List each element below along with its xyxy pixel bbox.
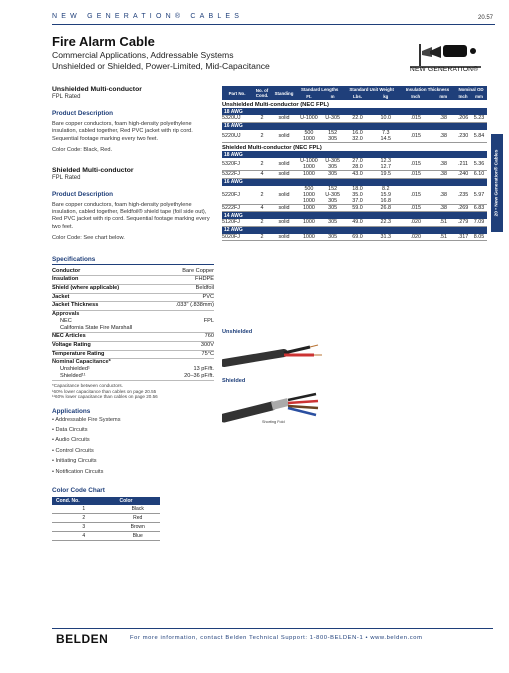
color-code-table bbox=[52, 497, 160, 541]
table-cell: .240 bbox=[455, 171, 471, 178]
table-cell: .317 bbox=[455, 234, 471, 241]
unit-header: mm bbox=[432, 93, 456, 100]
unit-header: Inch bbox=[400, 93, 432, 100]
footnote: ¹¹60% lower capacitance than cables on page 20.56 bbox=[52, 394, 158, 400]
table-cell: 152 305 bbox=[322, 130, 343, 143]
table-row bbox=[222, 171, 487, 178]
spec-row: Shield (where applicable) Beldfoil bbox=[52, 285, 214, 294]
table-cell: solid bbox=[272, 205, 296, 212]
table-cell: 8.05 bbox=[471, 234, 487, 241]
unshielded-description-label: Product Description bbox=[52, 110, 114, 117]
side-tab-label: 20 • New Generation® Cables bbox=[494, 149, 500, 217]
table-row bbox=[222, 115, 487, 122]
unshielded-rating: FPL Rated bbox=[52, 94, 81, 100]
table-cell: 4 bbox=[252, 205, 272, 212]
table-cell: 2 bbox=[252, 234, 272, 241]
table-row bbox=[222, 130, 487, 143]
approvals-label: Approvals bbox=[52, 311, 80, 318]
unit-header: m bbox=[322, 93, 343, 100]
table-cell: 5320UJ bbox=[222, 115, 252, 122]
table-cell: .51 bbox=[432, 219, 456, 226]
table-cell: 7.09 bbox=[471, 219, 487, 226]
table-cell: 5.23 bbox=[471, 115, 487, 122]
table-cell: 5.97 bbox=[471, 186, 487, 205]
table-cell: 2 bbox=[252, 158, 272, 171]
unshielded-color-code: Color Code: Black, Red. bbox=[52, 147, 113, 154]
table-cell: .38 bbox=[432, 205, 456, 212]
product-table bbox=[222, 86, 487, 241]
spec-row: Temperature Rating 75°C bbox=[52, 351, 214, 360]
table-cell: 305 bbox=[322, 219, 343, 226]
table-cell: 5.84 bbox=[471, 130, 487, 143]
col-header: Standing bbox=[272, 86, 296, 100]
table-cell: 152 U-305 305 bbox=[322, 186, 343, 205]
table-cell: solid bbox=[272, 186, 296, 205]
table-cell: 4 bbox=[252, 171, 272, 178]
capacitance-label: Nominal Capacitance* bbox=[52, 359, 111, 366]
cap-shielded: Shielded¹¹ bbox=[60, 373, 86, 380]
table-cell: 1000 bbox=[296, 219, 322, 226]
table-row: 1 Black bbox=[52, 505, 160, 514]
unshielded-cable-illustration bbox=[222, 339, 332, 373]
table-row bbox=[222, 205, 487, 212]
table-cell: 43.0 bbox=[343, 171, 371, 178]
table-cell: .015 bbox=[400, 171, 432, 178]
table-cell: 2 bbox=[252, 219, 272, 226]
table-cell: 31.3 bbox=[372, 234, 400, 241]
table-cell: .020 bbox=[400, 234, 432, 241]
spec-footnotes bbox=[52, 383, 214, 399]
application-item: • Data Circuits bbox=[52, 426, 88, 433]
spec-row: Conductor Bare Copper bbox=[52, 268, 214, 277]
unit-header: Lbs. bbox=[343, 93, 371, 100]
table-cell: 2 bbox=[252, 115, 272, 122]
table-cell: 305 bbox=[322, 205, 343, 212]
col-header: Cond. No. bbox=[52, 497, 115, 505]
table-cell: 5320FJ bbox=[222, 158, 252, 171]
table-cell: .015 bbox=[400, 205, 432, 212]
table-cell: solid bbox=[272, 130, 296, 143]
table-cell: 22.3 bbox=[372, 219, 400, 226]
table-cell: 5322FJ bbox=[222, 171, 252, 178]
table-cell: .230 bbox=[455, 130, 471, 143]
application-item: • Addressable Fire Systems bbox=[52, 416, 121, 423]
table-cell: 500 1000 1000 bbox=[296, 186, 322, 205]
left-column bbox=[52, 86, 214, 541]
table-cell: 18.0 35.0 37.0 bbox=[343, 186, 371, 205]
awg-header: 18 AWG bbox=[222, 108, 487, 115]
shorting-fold-label: Shorting Fold bbox=[262, 420, 285, 424]
spec-row: NEC Articles 760 bbox=[52, 333, 214, 342]
awg-header: 16 AWG bbox=[222, 178, 487, 186]
table-cell: U-1000 1000 bbox=[296, 158, 322, 171]
table-cell: 305 bbox=[322, 234, 343, 241]
table-cell: 6.83 bbox=[471, 205, 487, 212]
applications-list bbox=[52, 415, 214, 477]
applications-heading: Applications bbox=[52, 407, 91, 415]
table-group-header: Unshielded Multi-conductor (NEC FPL) bbox=[222, 102, 329, 109]
table-row bbox=[222, 158, 487, 171]
table-cell: .020 bbox=[400, 219, 432, 226]
unit-header: mm bbox=[471, 93, 487, 100]
table-cell: 1000 bbox=[296, 171, 322, 178]
footer-contact: For more information, contact Belden Technical Support: 1-800-BELDEN-1 • www.belden.com bbox=[130, 635, 423, 641]
col-header: Standard Unit Weight bbox=[343, 86, 400, 93]
top-bar bbox=[0, 0, 509, 28]
table-cell: solid bbox=[272, 158, 296, 171]
unshielded-heading: Unshielded Multi-conductor bbox=[52, 86, 142, 93]
table-group-header: Shielded Multi-conductor (NEC FPL) bbox=[222, 145, 322, 152]
unit-header: Ft. bbox=[296, 93, 322, 100]
spec-row: Jacket PVC bbox=[52, 294, 214, 303]
cap-unshielded-value: 13 pF/ft. bbox=[193, 366, 214, 373]
footnote: ¹60% lower capacitance than cables on page 20.55 bbox=[52, 388, 157, 394]
col-header: Nominal OD bbox=[455, 86, 487, 93]
table-cell: solid bbox=[272, 234, 296, 241]
awg-header: 16 AWG bbox=[222, 122, 487, 130]
col-header: Insulation Thickness bbox=[400, 86, 455, 93]
table-row: 4 Blue bbox=[52, 531, 160, 540]
table-cell: solid bbox=[272, 171, 296, 178]
table-cell: 6.10 bbox=[471, 171, 487, 178]
product-table-column bbox=[222, 86, 487, 241]
awg-header: 18 AWG bbox=[222, 151, 487, 158]
table-cell: 5120FJ bbox=[222, 219, 252, 226]
table-cell: .015 bbox=[400, 130, 432, 143]
table-cell: .015 bbox=[400, 115, 432, 122]
table-cell: 5220UJ bbox=[222, 130, 252, 143]
shielded-heading: Shielded Multi-conductor bbox=[52, 166, 134, 174]
table-cell: 59.0 bbox=[343, 205, 371, 212]
table-row: 3 Brown bbox=[52, 522, 160, 531]
table-cell: .211 bbox=[455, 158, 471, 171]
unshielded-cable-label: Unshielded bbox=[222, 329, 253, 335]
application-item: • Control Circuits bbox=[52, 447, 94, 454]
specifications-heading: Specifications bbox=[52, 256, 214, 265]
shielded-description-label: Product Description bbox=[52, 190, 114, 198]
shielded-color-code: Color Code: See chart below. bbox=[52, 235, 125, 242]
unshielded-description: Bare copper conductors, foam high-density polyethylene insulation, cabled together, Red PVC jacket with rip cord. Sequential footage marking every two feet. bbox=[52, 121, 193, 142]
cap-shielded-value: 20–36 pF/ft. bbox=[184, 373, 214, 380]
subtitle-line-2: Unshielded or Shielded, Power-Limited, Mid-Capacitance bbox=[52, 61, 270, 71]
col-header: No. of Cond. bbox=[252, 86, 272, 100]
table-cell: .38 bbox=[432, 171, 456, 178]
footer-rule bbox=[52, 628, 493, 629]
application-item: • Notification Circuits bbox=[52, 468, 104, 475]
approval-nec: NEC bbox=[60, 318, 72, 325]
table-cell: .38 bbox=[432, 130, 456, 143]
table-row bbox=[222, 234, 487, 241]
table-cell: U-1000 bbox=[296, 115, 322, 122]
table-cell: 2 bbox=[252, 186, 272, 205]
table-cell: 69.0 bbox=[343, 234, 371, 241]
approval-nec-value: FPL bbox=[203, 318, 214, 325]
table-cell: .015 bbox=[400, 186, 432, 205]
col-header: Standard Lengths bbox=[296, 86, 343, 93]
table-cell: 22.0 bbox=[343, 115, 371, 122]
table-cell: .206 bbox=[455, 115, 471, 122]
table-cell: 19.5 bbox=[372, 171, 400, 178]
table-cell: .279 bbox=[455, 219, 471, 226]
application-item: • Initiating Circuits bbox=[52, 458, 97, 465]
table-row bbox=[222, 219, 487, 226]
spec-rows bbox=[52, 268, 214, 382]
table-cell: 500 1000 bbox=[296, 130, 322, 143]
table-cell: 1000 bbox=[296, 234, 322, 241]
shielded-rating: FPL Rated bbox=[52, 174, 81, 181]
awg-header: 12 AWG bbox=[222, 226, 487, 234]
table-cell: .38 bbox=[432, 115, 456, 122]
table-row bbox=[222, 186, 487, 205]
table-cell: 26.8 bbox=[372, 205, 400, 212]
table-cell: .269 bbox=[455, 205, 471, 212]
brand-banner: NEW GENERATION® CABLES bbox=[52, 13, 244, 20]
table-cell: 5220FJ bbox=[222, 186, 252, 205]
table-cell: .38 bbox=[432, 158, 456, 171]
table-cell: 12.3 12.7 bbox=[372, 158, 400, 171]
table-cell: solid bbox=[272, 115, 296, 122]
table-cell: 5222FJ bbox=[222, 205, 252, 212]
subtitle-line-1: Commercial Applications, Addressable Systems bbox=[52, 50, 234, 60]
table-cell: 10.0 bbox=[372, 115, 400, 122]
table-cell: 5.36 bbox=[471, 158, 487, 171]
capacitance-block bbox=[52, 359, 214, 381]
shielded-cable-label: Shielded bbox=[222, 378, 246, 384]
table-cell: 2 bbox=[252, 130, 272, 143]
table-cell: 5020FJ bbox=[222, 234, 252, 241]
table-cell: .38 bbox=[432, 186, 456, 205]
shielded-description: Bare copper conductors, foam high-density polyethylene insulation, cabled together, Beldfoil® shield tape (foil side out), Red PVC jacket with rip cord. Sequential footage marking every two feet. bbox=[52, 201, 210, 230]
footnote: *Capacitance between conductors. bbox=[52, 383, 123, 389]
awg-header: 14 AWG bbox=[222, 212, 487, 220]
table-cell: 1000 bbox=[296, 205, 322, 212]
col-header: Color bbox=[115, 497, 160, 505]
table-cell: 49.0 bbox=[343, 219, 371, 226]
logo-caption: NEW GENERATION® bbox=[410, 66, 479, 73]
col-header: Part No. bbox=[222, 86, 252, 100]
table-cell: .51 bbox=[432, 234, 456, 241]
cap-unshielded: Unshielded¹ bbox=[60, 366, 90, 373]
table-cell: .235 bbox=[455, 186, 471, 205]
spec-row: Insulation FHDPE bbox=[52, 276, 214, 285]
side-tab bbox=[491, 134, 503, 232]
table-cell: 8.2 15.9 16.8 bbox=[372, 186, 400, 205]
color-code-chart-heading: Color Code Chart bbox=[52, 486, 105, 494]
spec-row: Voltage Rating 300V bbox=[52, 342, 214, 351]
page-title: Fire Alarm Cable bbox=[52, 34, 155, 49]
table-cell: solid bbox=[272, 219, 296, 226]
page-number: 20.57 bbox=[477, 15, 493, 21]
approval-csfm: California State Fire Marshall bbox=[60, 325, 133, 332]
spec-row: Jacket Thickness .033" (.838mm) bbox=[52, 302, 214, 311]
header-rule bbox=[52, 24, 495, 25]
table-row: 2 Red bbox=[52, 513, 160, 522]
unit-header: kg bbox=[372, 93, 400, 100]
application-item: • Audio Circuits bbox=[52, 437, 90, 444]
approvals-block bbox=[52, 311, 214, 333]
table-cell: U-305 bbox=[322, 115, 343, 122]
table-cell: 16.0 32.0 bbox=[343, 130, 371, 143]
table-cell: U-305 305 bbox=[322, 158, 343, 171]
page-subtitle bbox=[52, 50, 270, 72]
table-cell: 7.3 14.5 bbox=[372, 130, 400, 143]
table-cell: .015 bbox=[400, 158, 432, 171]
table-cell: 305 bbox=[322, 171, 343, 178]
belden-logo: BELDEN bbox=[56, 632, 109, 646]
table-cell: 27.0 28.0 bbox=[343, 158, 371, 171]
unit-header: Inch bbox=[455, 93, 471, 100]
